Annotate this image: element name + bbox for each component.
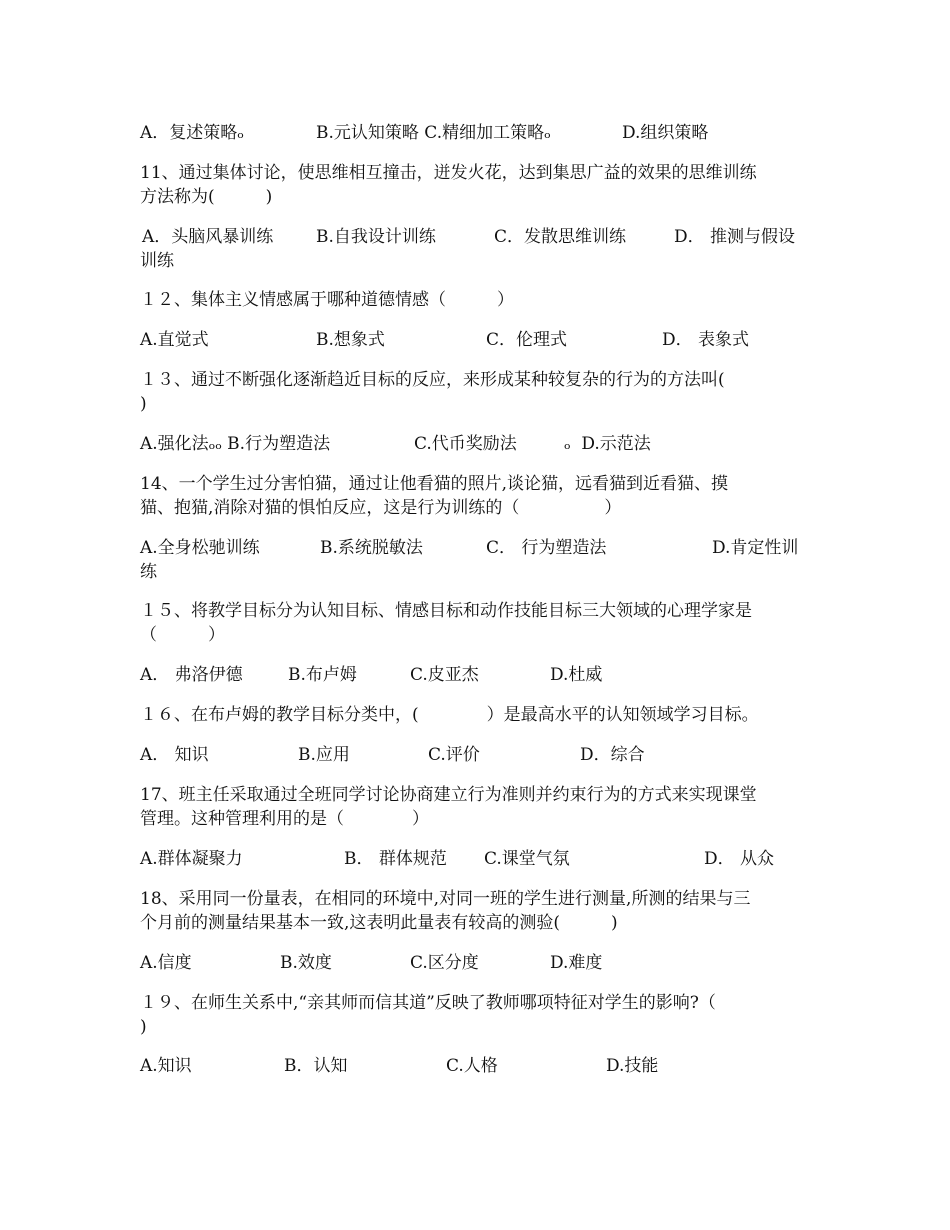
option-d-wrap: 练 <box>140 562 157 582</box>
option-c: C． 行为塑造法 <box>486 538 607 558</box>
question-16-line-1: １６、在布卢姆的教学目标分类中，( ）是最高水平的认知领域学习目标。 <box>140 705 759 725</box>
option-a: A.知识 <box>140 1056 192 1076</box>
question-15-line-2: （ ） <box>140 625 225 645</box>
option-d-wrap: 训练 <box>140 251 174 271</box>
option-c: C.皮亚杰 <box>410 665 479 685</box>
option-a: A． 知识 <box>140 745 209 765</box>
question-17-line-2: 管理。这种管理利用的是（ ） <box>140 809 429 829</box>
option-b: B.自我设计训练 <box>316 227 436 247</box>
question-17-line-1: 17、班主任采取通过全班同学讨论协商建立行为准则并约束行为的方式来实现课堂 <box>140 785 757 805</box>
question-18-line-1: 18、采用同一份量表，在相同的环境中,对同一班的学生进行测量,所测的结果与三 <box>140 889 751 909</box>
option-d: D． 表象式 <box>662 330 750 350</box>
option-a: A.信度 <box>140 953 192 973</box>
option-b: B.应用 <box>298 745 350 765</box>
option-a: A.群体凝聚力 <box>140 849 243 869</box>
option-b: B． 群体规范 <box>344 849 447 869</box>
option-b: B.效度 <box>280 953 332 973</box>
option-c: C.区分度 <box>410 953 479 973</box>
option-b-c: B.元认知策略 C.精细加工策略ₒ <box>316 123 551 143</box>
option-a: A．复述策略ₒ <box>140 123 244 143</box>
option-d: D.组织策略 <box>622 123 709 143</box>
option-c: C.评价 <box>428 745 480 765</box>
question-15-line-1: １５、将教学目标分为认知目标、情感目标和动作技能目标三大领域的心理学家是 <box>140 601 752 621</box>
option-d: D.肯定性训 <box>712 538 799 558</box>
option-b: B.系统脱敏法 <box>320 538 423 558</box>
option-b: B．认知 <box>284 1056 348 1076</box>
option-d: D.难度 <box>550 953 603 973</box>
option-a: A． 弗洛伊德 <box>140 665 243 685</box>
option-d: D.技能 <box>606 1056 659 1076</box>
question-19-line-1: １９、在师生关系中,“亲其师而信其道”反映了教师哪项特征对学生的影响?（ <box>140 993 716 1013</box>
option-d: D．综合 <box>580 745 645 765</box>
question-14-line-1: 14、一个学生过分害怕猫，通过让他看猫的照片,谈论猫，远看猫到近看猫、摸 <box>140 474 729 494</box>
question-13-line-1: １３、通过不断强化逐渐趋近目标的反应，来形成某种较复杂的行为的方法叫( <box>140 370 725 390</box>
option-c: C.课堂气氛 <box>484 849 570 869</box>
option-b: B.想象式 <box>316 330 385 350</box>
question-11-line-1: 11、通过集体讨论，使思维相互撞击，迸发火花，达到集思广益的效果的思维训练 <box>140 163 757 183</box>
option-a: A．头脑风暴训练 <box>142 227 274 247</box>
option-c: C.人格 <box>446 1056 498 1076</box>
question-18-line-2: 个月前的测量结果基本一致,这表明此量表有较高的测验( ) <box>140 913 618 933</box>
option-d: D.杜威 <box>550 665 603 685</box>
option-a: A.直觉式 <box>140 330 209 350</box>
question-13-line-2: ) <box>140 394 147 414</box>
option-d: D． 推测与假设 <box>674 227 796 247</box>
option-c: C.代币奖励法 <box>414 434 517 454</box>
option-a: A.全身松驰训练 <box>140 538 260 558</box>
option-c: C．伦理式 <box>486 330 568 350</box>
question-12-line-1: １２、集体主义情感属于哪种道德情感（ ） <box>140 290 514 310</box>
question-19-line-2: ) <box>140 1017 147 1037</box>
option-b: B.布卢姆 <box>288 665 357 685</box>
question-11-line-2: 方法称为( ) <box>140 187 273 207</box>
question-14-line-2: 猫、抱猫,消除对猫的惧怕反应，这是行为训练的（ ） <box>140 498 622 518</box>
option-c: C．发散思维训练 <box>494 227 627 247</box>
option-d: D． 从众 <box>704 849 775 869</box>
option-a-b: A.强化法ₒₒ B.行为塑造法 <box>140 434 331 454</box>
option-d: ₒ D.示范法 <box>564 434 651 454</box>
